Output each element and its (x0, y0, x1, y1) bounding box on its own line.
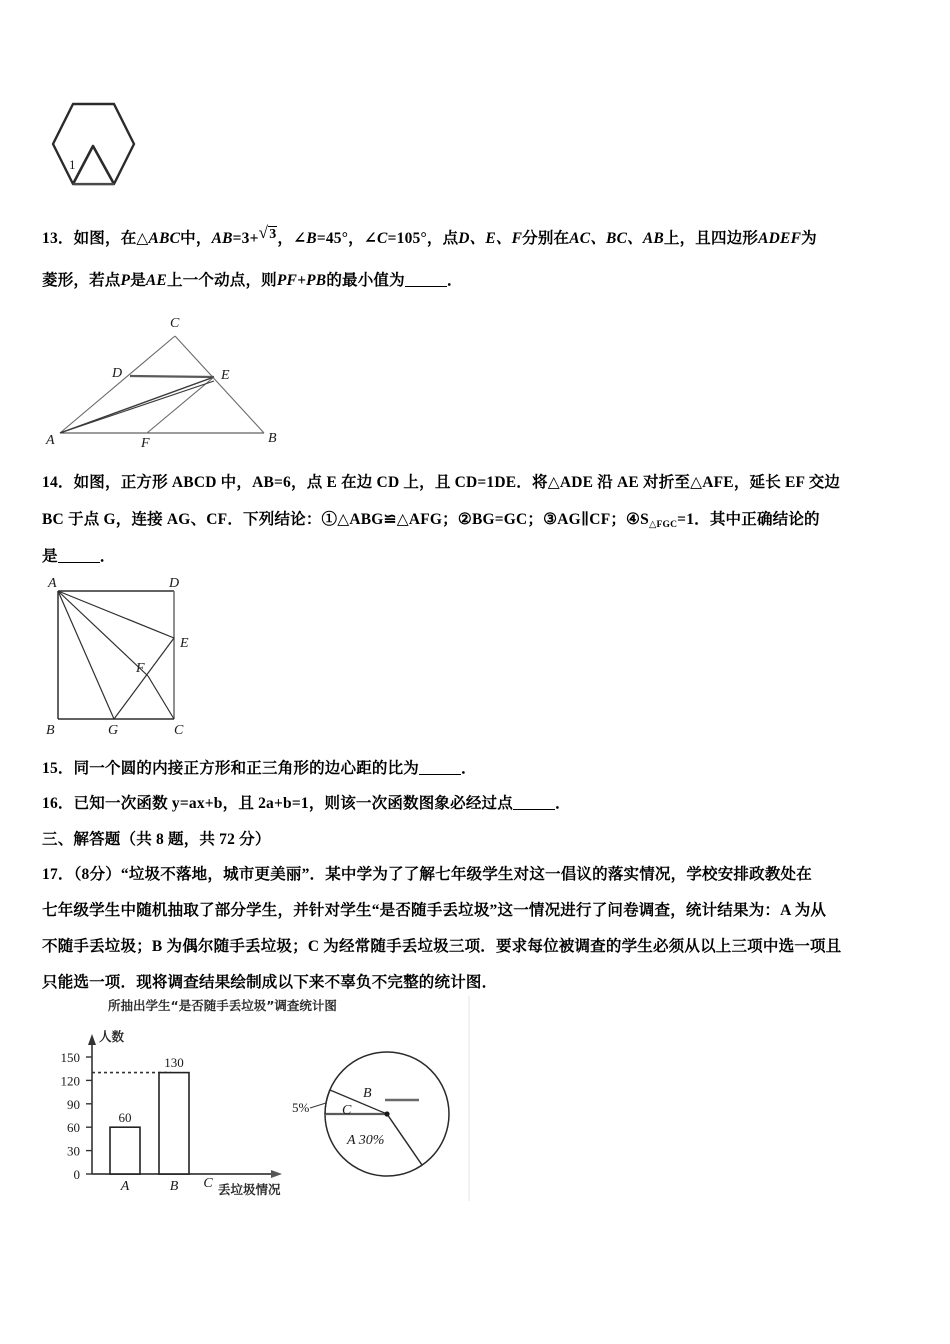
q13-number: 13． (42, 230, 74, 247)
q15-number: 15． (42, 760, 74, 777)
segment-ac (60, 336, 175, 433)
question-13-line-2 (42, 262, 463, 300)
segment-eg (114, 638, 174, 719)
bar-chart-y-tick-labels (61, 1050, 81, 1182)
q13-t6: =105°，点 (387, 230, 459, 247)
vertex-label-f: F (141, 436, 150, 451)
pie-center-dot (384, 1111, 389, 1116)
bar-category-b: B (169, 1179, 179, 1194)
q13-b: B (306, 230, 317, 247)
question-16 (42, 785, 571, 823)
question-14-line-2 (42, 501, 820, 544)
question-13-line-1 (42, 214, 922, 258)
square-abcd-fold-svg (36, 576, 246, 741)
q13-t8: 上，且四边形 (663, 230, 759, 247)
q13-answer-blank[interactable] (405, 286, 447, 287)
ytick-30: 30 (67, 1143, 80, 1159)
bar-b-value-label: 130 (164, 1055, 184, 1070)
hexagon-label: 1 (69, 157, 76, 172)
question-17-charts (42, 996, 472, 1201)
y-axis-arrowhead (88, 1034, 96, 1045)
q13-ab: AB (211, 230, 233, 247)
q14-l2-a: BC 于点 G，连接 AG、CF．下列结论：①△ABG≌△AFG；②BG=GC；③AG (42, 511, 581, 528)
q14-number: 14． (42, 474, 74, 491)
segment-ae-2 (60, 381, 214, 433)
vertex-label-c: C (174, 723, 184, 738)
vertex-label-f: F (136, 661, 145, 676)
q13-acbcab: AC、BC、AB (569, 230, 664, 247)
bar-category-a: A (120, 1179, 130, 1194)
question-14-line-1 (42, 464, 840, 502)
q16-answer-blank[interactable] (513, 809, 555, 810)
bar-a (110, 1127, 140, 1174)
bar-chart-ylabel: 人数 (99, 1029, 125, 1044)
pie-label-c: C (342, 1103, 352, 1118)
q14-answer-blank[interactable] (58, 562, 100, 563)
question-14-figure (36, 576, 246, 741)
question-15 (42, 750, 477, 788)
q14-period: ． (99, 548, 116, 565)
x-axis-arrowhead (271, 1170, 282, 1178)
ytick-150: 150 (60, 1050, 80, 1065)
q17-l1: “垃圾不落地，城市更美丽”．某中学为了了解七年级学生对这一倡议的落实情况，学校安排政教处在 (120, 866, 812, 883)
q13-t9: 为 (801, 230, 817, 247)
q13-t1: 如图，在△ (73, 230, 149, 247)
triangle-abc-rhombus-adef-svg (42, 305, 342, 450)
vertex-label-e: E (180, 636, 189, 651)
q13-p: P (120, 272, 131, 289)
vertex-label-b: B (46, 723, 55, 738)
ytick-90: 90 (67, 1096, 80, 1112)
segment-fe (147, 377, 214, 433)
vertex-label-g: G (108, 723, 119, 738)
q14-l2-b: CF；④S (589, 511, 649, 528)
question-17-line-1 (42, 856, 812, 894)
q13-l2-t3: 上一个动点，则 (166, 272, 277, 289)
q13-l2-t2: 是 (130, 272, 146, 289)
bar-b (159, 1073, 189, 1174)
pie-label-c-percent: 5% (292, 1100, 310, 1115)
ytick-60: 60 (67, 1120, 80, 1136)
pie-leader-line-c (310, 1103, 326, 1108)
vertex-label-b: B (268, 431, 277, 446)
q13-pfpb: PF+PB (276, 272, 327, 289)
q13-radicand: 3 (269, 227, 277, 242)
pie-label-a: A 30% (347, 1133, 385, 1148)
hexagon-with-triangle-notch-svg (46, 96, 142, 196)
vertex-label-d: D (169, 576, 180, 591)
bar-category-c: C (203, 1176, 213, 1191)
q13-sqrt (259, 214, 278, 254)
q16-text: 已知一次函数 y=ax+b，且 2a+b=1，则该一次函数图象必经过点 (73, 795, 513, 812)
vertex-label-a: A (48, 576, 57, 591)
ytick-0: 0 (73, 1167, 80, 1182)
ytick-120: 120 (60, 1073, 80, 1089)
question-14-line-3 (42, 538, 115, 576)
q13-def: D、E、F (458, 230, 523, 247)
q13-ae: AE (145, 272, 167, 289)
question-17-line-3: 不随手丢垃圾；B 为偶尔随手丢垃圾；C 为经常随手丢垃圾三项．要求每位被调查的学生必须从以上三项中选一项且 (42, 938, 842, 955)
segment-fc (148, 676, 174, 719)
q15-answer-blank[interactable] (419, 774, 461, 775)
q16-period: ． (554, 795, 571, 812)
vertex-label-e: E (221, 368, 230, 383)
q17-score: （8分） (73, 866, 121, 883)
question-17-line-4: 只能选一项．现将调查结果绘制成以下来不辜负不完整的统计图． (42, 974, 498, 991)
q13-l2-t4: 的最小值为 (326, 272, 405, 289)
question-17-line-2: 七年级学生中随机抽取了部分学生，并针对学生“是否随手丢垃圾”这一情况进行了问卷调查，统计结果为：A 为从 (42, 902, 827, 919)
question-13-figure (42, 305, 342, 450)
q13-t4: ，∠ (277, 230, 307, 247)
section-3-heading: 三、解答题（共 8 题，共 72 分） (42, 831, 271, 848)
q13-period: ． (446, 272, 463, 289)
q13-t7: 分别在 (522, 230, 570, 247)
radical-sign: √ (258, 223, 269, 242)
q14-sub: △FGC (648, 520, 678, 530)
segment-ae (60, 377, 214, 433)
q14-l3-a: 是 (42, 548, 58, 565)
q15-text: 同一个圆的内接正方形和正三角形的边心距的比为 (73, 760, 420, 777)
q13-t2: 中， (180, 230, 212, 247)
segment-af (58, 591, 148, 676)
q14-parallel: ∥ (580, 511, 590, 528)
pie-label-b: B (363, 1086, 372, 1101)
bar-chart-xlabel: 丢垃圾情况 (218, 1182, 281, 1197)
bar-a-value-label: 60 (118, 1110, 132, 1125)
statistics-charts-svg (42, 996, 472, 1201)
q14-l2-c: =1．其中正确结论的 (677, 511, 820, 528)
q13-t3: =3+ (232, 230, 259, 247)
q14-l1: 如图，正方形 ABCD 中，AB=6，点 E 在边 CD 上，且 CD=1DE．将△ADE 沿 AE 对折至△AFE，延长 EF 交边 (73, 474, 841, 491)
q13-t5: =45°，∠ (316, 230, 378, 247)
q16-number: 16． (42, 795, 74, 812)
q15-period: ． (461, 760, 477, 777)
q13-l2-t1: 菱形，若点 (42, 272, 121, 289)
q13-abc: ABC (148, 230, 181, 247)
q13-c: C (377, 230, 388, 247)
vertex-label-d: D (112, 366, 123, 381)
pie-chart (292, 1052, 449, 1176)
segment-cb (175, 336, 264, 433)
bar-chart-y-ticks (86, 1057, 92, 1174)
q17-number: 17． (42, 866, 74, 883)
vertex-label-c: C (170, 316, 180, 331)
top-figure-hexagon (46, 96, 142, 196)
bar-chart-title: 所抽出学生“是否随手丢垃圾”调查统计图 (108, 998, 337, 1013)
q13-adef: ADEF (758, 230, 802, 247)
vertex-label-a: A (46, 433, 55, 448)
segment-de (130, 376, 214, 377)
